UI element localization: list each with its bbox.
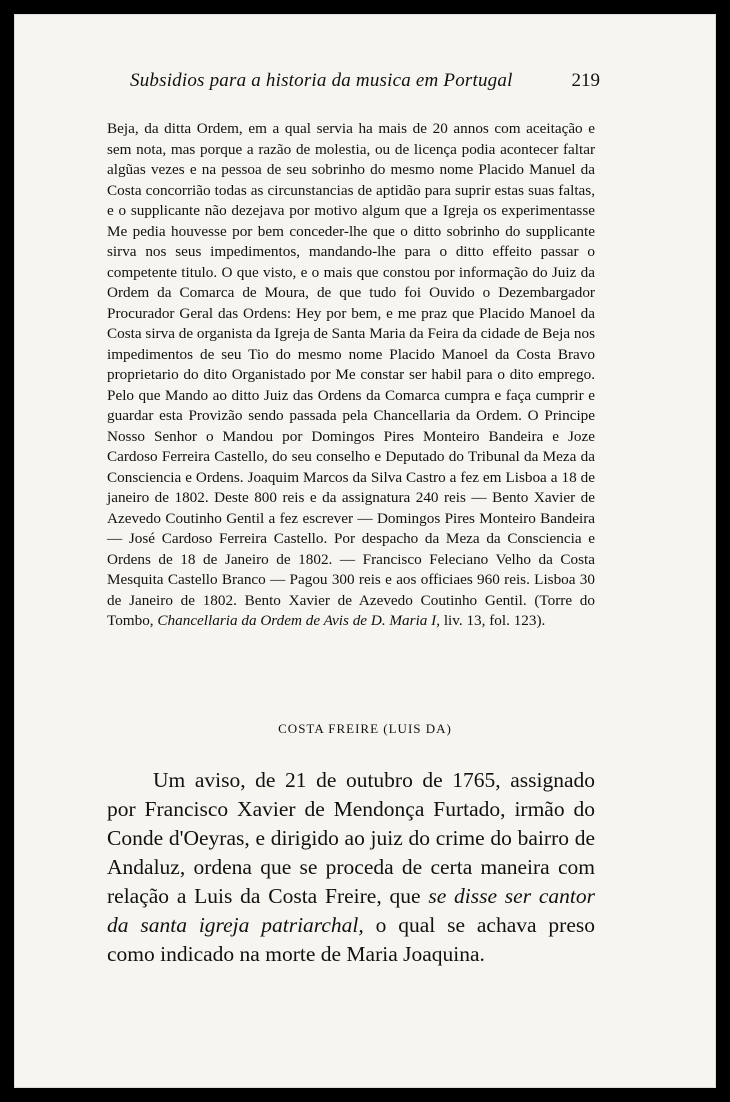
body-paragraph: [107, 119, 595, 632]
document-body: [107, 119, 595, 632]
large-text-italic: se disse ser cantor da santa igreja patriarchal,: [107, 884, 595, 937]
large-paragraph: [107, 766, 595, 969]
source-citation: Chancellaria da Ordem de Avis de D. Maria I,: [157, 612, 441, 629]
body-text-part-1: Beja, da ditta Ordem, em a qual servia ha mais de 20 annos com aceitação e sem nota, mas porque a razão de molestia, ou de licença podia acontecer faltar algũas vezes e na pessoa de seu sobrinho do mesmo nome Placido Manuel da Costa concorrião todas as circunstancias de aptidão para suprir estas suas faltas, e o supplicante não dezejava por motivo algum que a Igreja os experimentasse Me pedia houvesse por bem conceder-lhe que o ditto sobrinho do supplicante sirva nos seus impedimentos, mandando-lhe para o ditto effeito passar o competente titulo. O que visto, e o mais que constou por informação do Juiz da Ordem da Comarca de Moura, de que tudo foi Ouvido o Dezembargador Procurador Geral das Ordens: Hey por bem, e me praz que Placido Manoel da Costa sirva de organista da Igreja de Santa Maria da Feira da cidade de Beja nos impedimentos de seu Tio do mesmo nome Placido Manoel da Costa Bravo proprietario do dito Organistado por Me constar ser habil para o dito emprego. Pelo que Mando ao ditto Juiz das Ordens da Comarca cumpra e faça cumprir e guardar esta Provizão sendo passada pela Chancellaria da Ordem. O Principe Nosso Senhor o Mandou por Domingos Pires Monteiro Bandeira e Joze Cardoso Ferreira Castello, do seu conselho e Deputado do Tribunal da Meza da Consciencia e Ordens. Joaquim Marcos da Silva Castro a fez em Lisboa a 18 de janeiro de 1802. Deste 800 reis e da assignatura 240 reis — Bento Xavier de Azevedo Coutinho Gentil a fez escrever — Domingos Pires Monteiro Bandeira — José Cardoso Ferreira Castello. Por despacho da Meza da Consciencia e Ordens de 18 de Janeiro de 1802. — Francisco Feleciano Velho da Costa Mesquita Castello Branco — Pagou 300 reis e aos officiaes 960 reis. Lisboa 30 de Janeiro de 1802. Bento Xavier de Azevedo Coutinho Gentil. (Torre do Tombo,: [107, 120, 595, 629]
large-text-part-1: Um aviso, de 21 de outubro de 1765, assignado por Francisco Xavier de Mendonça Furtado, irmão do Conde d'Oeyras, e dirigido ao juiz do crime do bairro de Andaluz, ordena que se proceda de certa maneira com relação a Luis da Costa Freire, que: [107, 768, 595, 908]
large-text-part-2: o qual se achava preso como indicado na morte de Maria Joaquina.: [107, 913, 595, 966]
running-title: Subsidios para a historia da musica em Portugal: [130, 70, 513, 91]
page-header: [130, 70, 600, 100]
large-text-body: [107, 766, 595, 969]
section-heading: [0, 721, 730, 737]
section-heading-text: COSTA FREIRE (LUIS DA): [278, 721, 452, 736]
body-text-part-2: liv. 13, fol. 123).: [440, 612, 546, 629]
page-number: 219: [571, 70, 600, 91]
